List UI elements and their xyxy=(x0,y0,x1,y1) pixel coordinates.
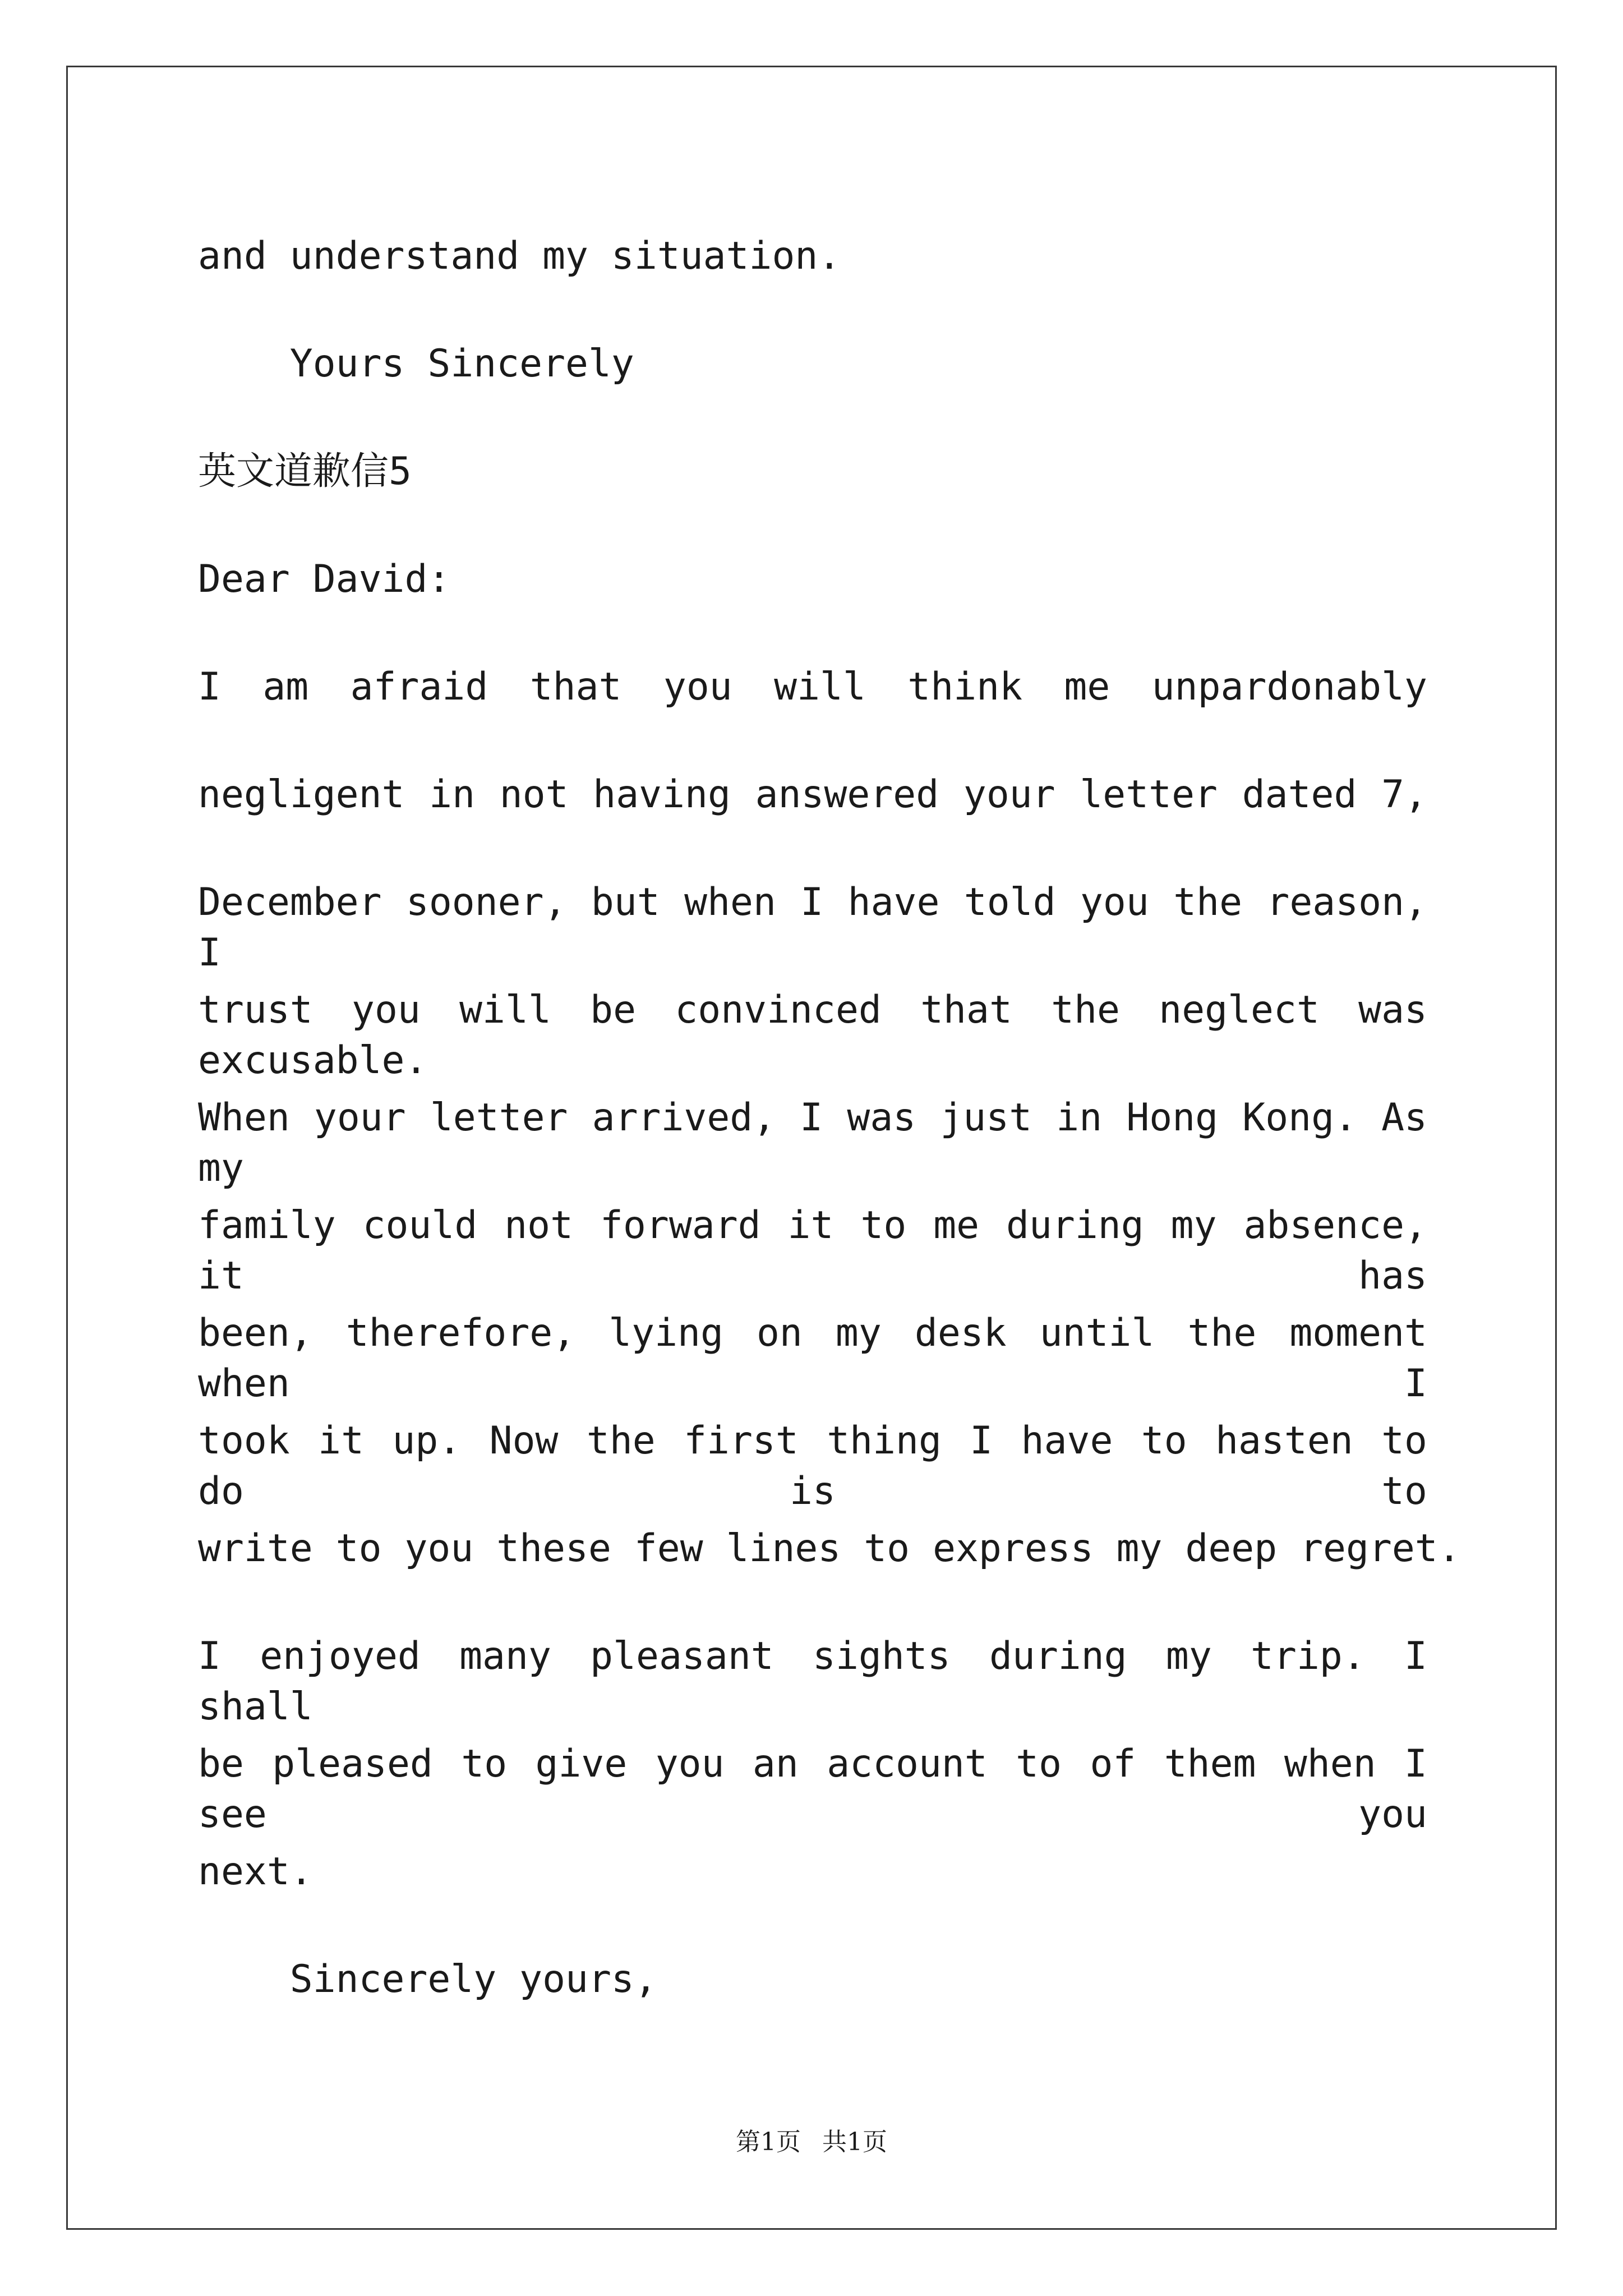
closing-line: Sincerely yours, xyxy=(198,1957,657,2001)
text-line: December sooner, but when I have told you the reason, I xyxy=(198,880,1427,975)
page-total: 共1页 xyxy=(822,2128,887,2156)
salutation: Dear David: xyxy=(198,557,451,601)
text-line: I enjoyed many pleasant sights during my trip. I shall xyxy=(198,1634,1427,1729)
text-line: next. xyxy=(198,1849,313,1894)
text-line: When your letter arrived, I was just in Hong Kong. As my xyxy=(198,1096,1427,1190)
text-line: family could not forward it to me during my absence, it has xyxy=(198,1203,1427,1298)
text-line: I am afraid that you will think me unpardonably xyxy=(198,665,1427,709)
text-line: trust you will be convinced that the neglect was excusable. xyxy=(198,988,1427,1083)
page-footer xyxy=(0,2122,1623,2157)
section-heading: 英文道歉信5 xyxy=(198,449,412,494)
text-line: negligent in not having answered your letter dated 7, xyxy=(198,772,1427,817)
page-border xyxy=(66,66,1557,2230)
text-line: been, therefore, lying on my desk until the moment when I xyxy=(198,1311,1427,1406)
text-line: and understand my situation. xyxy=(198,234,841,278)
text-line: took it up. Now the first thing I have to hasten to do is to xyxy=(198,1419,1427,1513)
text-line: be pleased to give you an account to of them when I see you xyxy=(198,1742,1427,1837)
closing-line: Yours Sincerely xyxy=(198,342,634,386)
page-number: 第1页 xyxy=(736,2128,801,2156)
text-line: write to you these few lines to express my deep regret. xyxy=(198,1526,1461,1571)
